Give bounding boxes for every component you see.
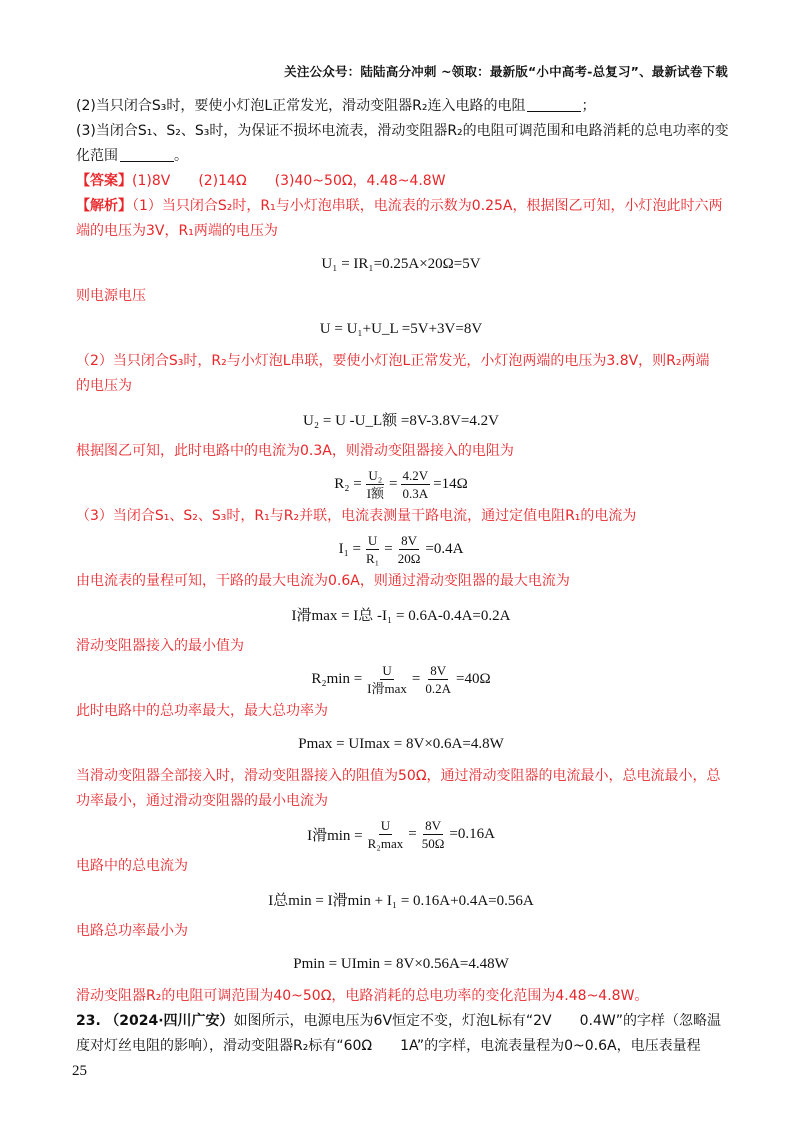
document-body [76,94,729,1059]
page-header: 关注公众号：陆陆高分冲刺 ~领取：最新版“小中高考-总复习”、最新试卷下载 [284,64,728,79]
analysis-line6: 根据图乙可知，此时电路中的电流为0.3A，则滑动变阻器接入的电阻为 [76,443,514,459]
formula-11: Pmin = UImin = 8V×0.56A=4.48W [293,955,509,972]
analysis-line8: 由电流表的量程可知，干路的最大电流为0.6A，则通过滑动变阻器的最大电流为 [76,573,570,589]
fraction: $\frac{8V}{20\Omega}$ [397,532,421,566]
analysis-line9: 滑动变阻器接入的最小值为 [76,638,244,654]
page-number: 25 [72,1063,87,1079]
formula-3: U₂ = U -U_L额 =8V-3.8V=4.2V [303,412,499,429]
fraction: $\frac{U}{\text{I滑max}}$ [367,662,407,696]
fraction: $\frac{4.2V}{0.3A}$ [402,467,429,501]
answer-line: 【答案】(1)8V (2)14Ω (3)40~50Ω，4.48~4.8W [76,173,446,189]
analysis-line11: 当滑动变阻器全部接入时，滑动变阻器接入的阻值为50Ω，通过滑动变阻器的电流最小，总电流最小，总 [76,768,721,784]
fraction: $\frac{8V}{0.2A}$ [425,662,451,696]
question-source: （2024·四川广安） [105,1013,234,1029]
answer-blank [120,147,174,162]
formula-9: I滑min = $\frac{U}{\text{R₂max}}$ = $\frac{8V}{50\Omega}$ =0.16A [307,817,495,851]
formula-10: I总min = I滑min + I₁ = 0.16A+0.4A=0.56A [268,892,534,909]
formula-6: I滑max = I总 -I₁ = 0.6A-0.4A=0.2A [291,607,511,624]
analysis-line3: 则电源电压 [76,288,146,304]
analysis-line5: 的电压为 [76,378,132,394]
analysis-line2: 端的电压为3V，R₁两端的电压为 [76,223,278,239]
answer-tag: 【答案】 [76,173,132,189]
analysis-line1: 【解析】（1）当只闭合S₂时，R₁与小灯泡串联，电流表的示数为0.25A，根据图乙可知，小灯泡此时六两 [76,198,723,214]
question-23-line1: 23. （2024·四川广安）如图所示，电源电压为6V恒定不变，灯泡L标有“2V 0.4W”的字样（忽略温 [76,1013,721,1029]
fraction: $\frac{\text{U₂}}{\text{I额}}$ [366,467,385,501]
analysis-line14: 电路总功率最小为 [76,923,188,939]
fraction: $\frac{8V}{50\Omega}$ [421,817,445,851]
formula-4: R₂ = $\frac{\text{U₂}}{\text{I额}}$ = $\frac{4.2V}{0.3A}$ =14Ω [334,467,468,501]
fraction: $\frac{U}{\text{R₁}}$ [366,532,380,566]
question-3-line2: 化范围 。 [76,148,188,164]
answer-blank [527,97,581,112]
analysis-line12: 功率最小，通过滑动变阻器的最小电流为 [76,793,328,809]
analysis-conclusion: 滑动变阻器R₂的电阻可调范围为40~50Ω，电路消耗的总电功率的变化范围为4.48~4.8W。 [76,988,649,1004]
analysis-line7: （3）当闭合S₁、S₂、S₃时，R₁与R₂并联，电流表测量干路电流，通过定值电阻R₁的电流为 [76,508,637,524]
analysis-line4: （2）当只闭合S₃时，R₂与小灯泡L串联，要使小灯泡L正常发光，小灯泡两端的电压为3.8V，则R₂两端 [76,353,710,369]
question-number: 23. [76,1013,101,1029]
question-23-line2: 度对灯丝电阻的影响），滑动变阻器R₂标有“60Ω 1A”的字样，电流表量程为0~0.6A，电压表量程 [76,1038,701,1054]
formula-1: U₁ = IR₁ =0.25A×20Ω=5V [321,255,481,272]
fraction: $\frac{U}{\text{R₂max}}$ [367,817,404,851]
question-2: (2)当只闭合S₃时，要使小灯泡L正常发光，滑动变阻器R₂连入电路的电阻 ； [76,98,596,114]
formula-2: U = U₁+U_L =5V+3V=8V [319,320,483,337]
analysis-line13: 电路中的总电流为 [76,858,188,874]
analysis-tag: 【解析】 [76,198,132,214]
analysis-line10: 此时电路中的总功率最大，最大总功率为 [76,703,328,719]
formula-5: I₁ = $\frac{U}{\text{R₁}}$ = $\frac{8V}{20\Omega}$ =0.4A [338,532,464,566]
formula-7: R₂min = $\frac{U}{\text{I滑max}}$ = $\frac{8V}{0.2A}$ =40Ω [311,662,491,696]
formula-8: Pmax = UImax = 8V×0.6A=4.8W [298,735,504,752]
question-3-line1: (3)当闭合S₁、S₂、S₃时，为保证不损坏电流表，滑动变阻器R₂的电阻可调范围和电路消耗的总电功率的变 [76,123,729,139]
